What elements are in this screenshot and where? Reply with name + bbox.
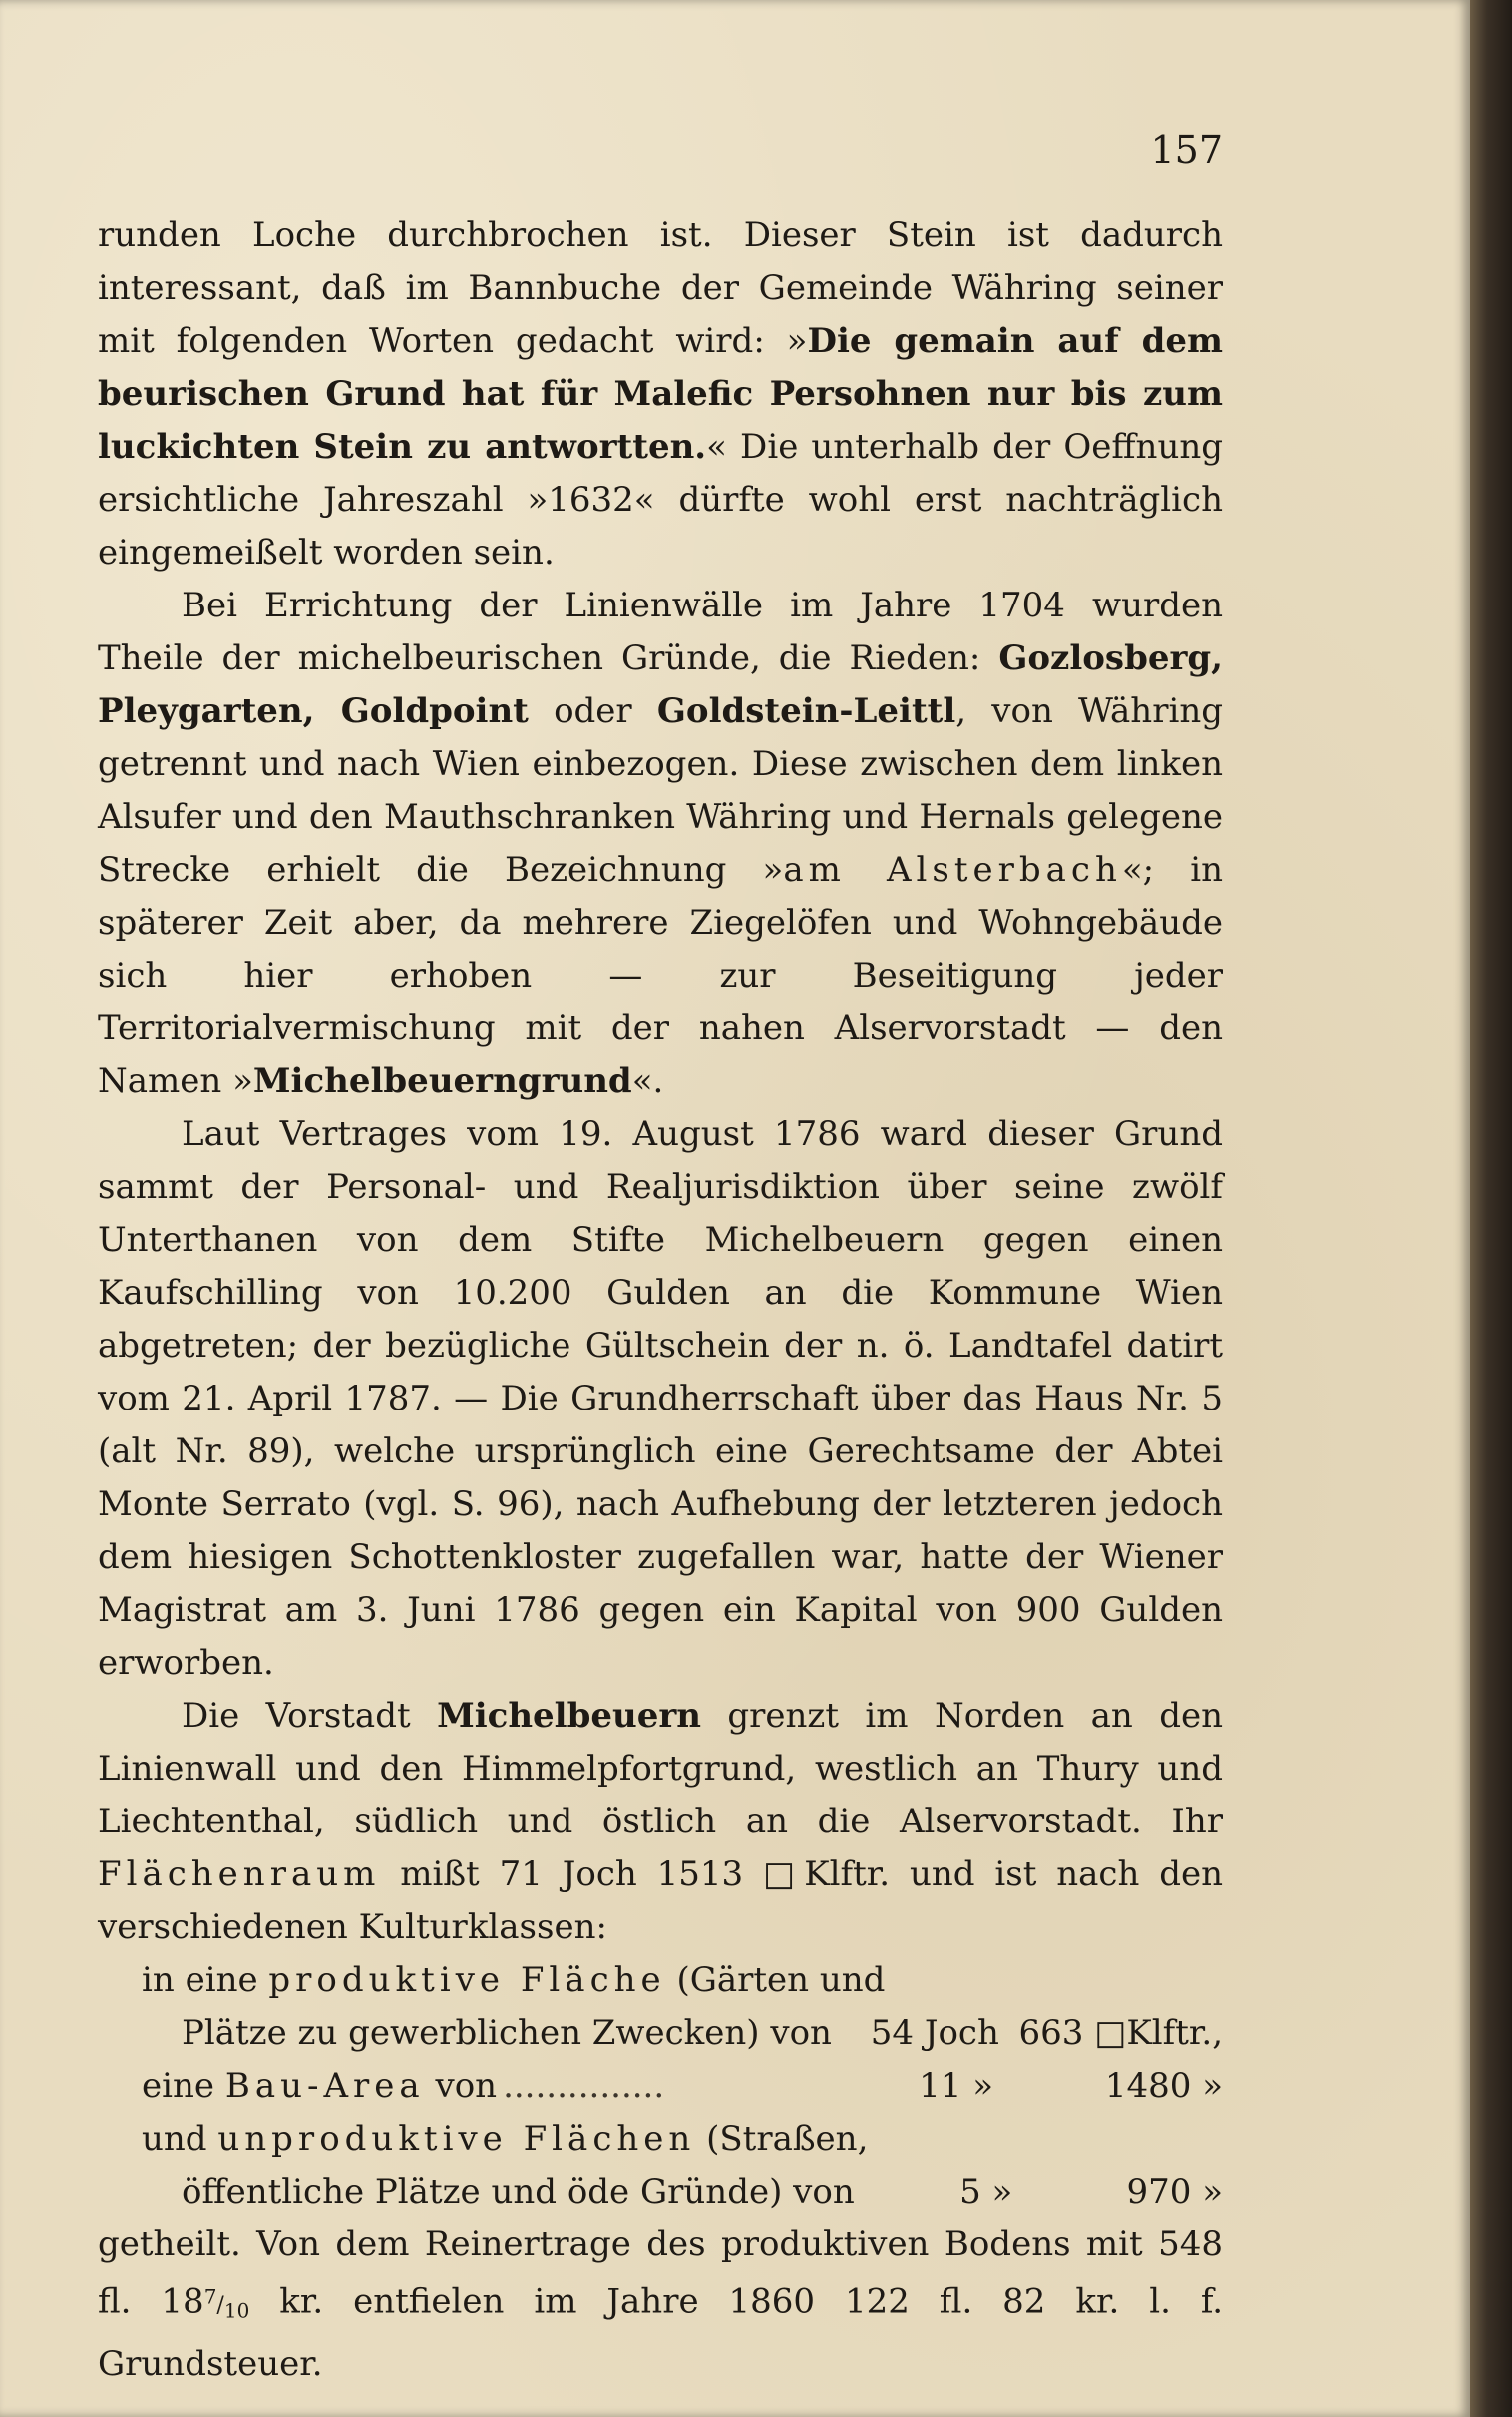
- fraction: $^7/_{10}$: [203, 2285, 250, 2323]
- area-joch: 5 »: [959, 2172, 1013, 2212]
- designation-alsterbach: am Alsterbach: [783, 850, 1122, 890]
- dot-leader: ...............: [503, 2066, 665, 2106]
- name-michelbeuerngrund: Michelbeuerngrund: [252, 1061, 632, 1101]
- fraction-denominator: 10: [223, 2298, 250, 2323]
- text-run: grenzt im Norden an den Linienwall und den Himmelpfortgrund, westlich an Thury und Liechtenthal, südlich und östlich an die Alservorstadt. Ihr: [98, 1696, 1223, 1841]
- area-table: [98, 1954, 1223, 2218]
- term-bau-area: Bau-Area: [224, 2066, 425, 2106]
- place-names: Gozlosberg, Pleygarten, Goldpoint: [98, 638, 1223, 731]
- text-run: eine: [142, 2066, 225, 2106]
- area-joch: 11 »: [919, 2066, 993, 2106]
- area-row-produktive: [98, 1954, 1223, 2007]
- page-number: 157: [1150, 128, 1223, 172]
- area-label: Plätze zu gewerblichen Zwecken) von: [182, 2013, 832, 2053]
- text-run: runden Loche durchbrochen ist. Dieser Stein ist dadurch interessant, daß im Bannbuche der Gemeinde Währing seiner mit folgenden Worten gedacht wird: »: [98, 215, 1223, 361]
- paragraph-reinertrag: [98, 2218, 1223, 2391]
- text-run: von: [424, 2066, 498, 2106]
- text-run: kr. entfielen im Jahre 1860 122 fl. 82 kr. l. f. Grundsteuer.: [98, 2281, 1224, 2384]
- text-run: oder: [528, 691, 657, 731]
- text-run: , von Währing getrennt und nach Wien einbezogen. Diese zwischen dem linken Alsufer und den Mauthschranken Währing und Hernals gelegene Strecke erhielt die Bezeichnung »: [98, 691, 1223, 890]
- text-run: « Die unterhalb der Oeffnung ersichtliche Jahreszahl »1632« dürfte wohl erst nachträglich eingemeißelt worden sein.: [98, 427, 1223, 573]
- book-edge: [1470, 0, 1512, 2417]
- text-run: Die Vorstadt: [182, 1696, 438, 1736]
- area-label: [142, 1954, 885, 2007]
- paragraph-linienwaelle: [98, 580, 1223, 1108]
- area-label: [142, 2060, 497, 2113]
- text-run: und: [142, 2119, 218, 2159]
- place-name-goldstein: Goldstein-Leittl: [656, 691, 956, 731]
- area-row-oeffentliche: [98, 2166, 1223, 2218]
- text-run: «.: [631, 1061, 664, 1101]
- quote-bannbuch: Die gemain auf dem beurischen Grund hat für Malefic Persohnen nur bis zum luckichten Stein zu antwortten.: [98, 321, 1223, 467]
- text-run: «; in späterer Zeit aber, da mehrere Ziegelöfen und Wohngebäude sich hier erhoben — zur Beseitigung jeder Territorialvermischung mit der nahen Alservorstadt — den Namen »: [98, 850, 1223, 1101]
- paragraph-vorstadt: [98, 1690, 1223, 1954]
- text-run: (Straßen,: [695, 2119, 869, 2159]
- text-run: Bei Errichtung der Linienwälle im Jahre 1704 wurden Theile der michelbeurischen Gründe, die Rieden:: [98, 586, 1223, 678]
- text-run: in eine: [142, 1960, 269, 2000]
- term-produktive-flaeche: produktive Fläche: [268, 1960, 666, 2000]
- area-klftr: 663 □Klftr.,: [1018, 2013, 1223, 2053]
- paragraph-loche-stein: [98, 209, 1223, 580]
- text-run: Laut Vertrages vom 19. August 1786 ward dieser Grund sammt der Personal- und Realjurisdiktion über seine zwölf Unterthanen von dem Stifte Michelbeuern gegen einen Kaufschilling von 10.200 Gulden an die Kommune Wien abgetreten; der bezügliche Gültschein der n. ö. Landtafel datirt vom 21. April 1787. — Die Grundherrschaft über das Haus Nr. 5 (alt Nr. 89), welche ursprünglich eine Gerechtsame der Abtei Monte Serrato (vgl. S. 96), nach Aufhebung der letzteren jedoch dem hiesigen Schottenkloster zugefallen war, hatte der Wiener Magistrat am 3. Juni 1786 gegen ein Kapital von 900 Gulden erworben.: [98, 1114, 1223, 1683]
- text-run: (Gärten und: [665, 1960, 886, 2000]
- page-body: [98, 209, 1223, 2391]
- area-klftr: 1480 »: [1104, 2066, 1223, 2106]
- area-row-plaetze: [98, 2007, 1223, 2060]
- area-label: öffentliche Plätze und öde Gründe) von: [182, 2172, 855, 2212]
- area-row-unproduktive: [98, 2113, 1223, 2166]
- area-joch: 54 Joch: [870, 2013, 999, 2053]
- text-run: mißt 71 Joch 1513 □Klftr. und ist nach den verschiedenen Kulturklassen:: [98, 1854, 1223, 1947]
- term-unproduktive-flaechen: unproduktive Flächen: [217, 2119, 696, 2159]
- text-run: getheilt. Von dem Reinertrage des produktiven Bodens mit 548 fl. 18: [98, 2224, 1223, 2322]
- area-label: [142, 2113, 868, 2166]
- area-klftr: 970 »: [1126, 2172, 1223, 2212]
- name-michelbeuern: Michelbeuern: [437, 1696, 701, 1736]
- area-row-bau-area: [98, 2060, 1223, 2113]
- paragraph-vertrag: [98, 1108, 1223, 1690]
- term-flaechenraum: Flächenraum: [98, 1854, 381, 1894]
- fraction-numerator: 7: [203, 2285, 217, 2309]
